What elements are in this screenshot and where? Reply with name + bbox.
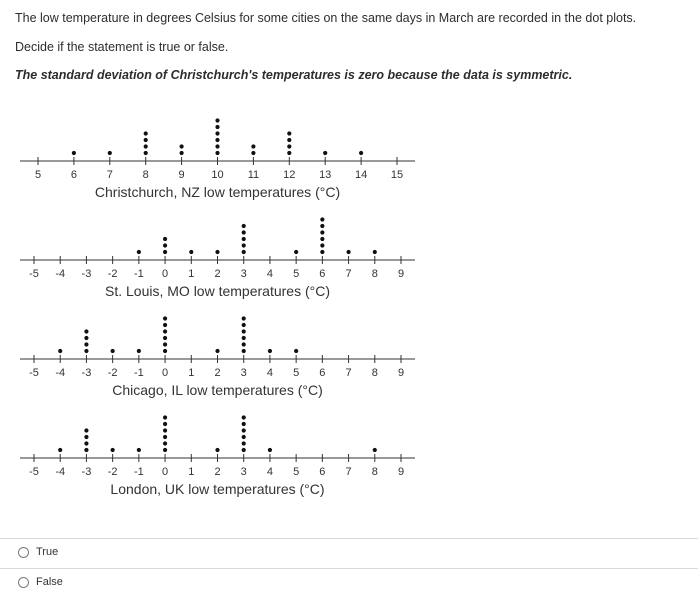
st-louis-tick-label: -4 (55, 268, 66, 280)
chicago-dot (268, 349, 272, 353)
st-louis-dot (242, 250, 246, 254)
christchurch-plot-title: Christchurch, NZ low temperatures (°C) (94, 184, 341, 200)
st-louis-dot (242, 230, 246, 234)
question-statement: The standard deviation of Christchurch's temperatures is zero because the data is symmetric. (15, 68, 573, 82)
radio-false[interactable] (18, 577, 29, 588)
christchurch-dot (215, 131, 219, 135)
st-louis-tick-label: -1 (133, 268, 144, 280)
london-plot-title: London, UK low temperatures (°C) (110, 481, 325, 497)
london-dot (84, 441, 88, 445)
st-louis-dot (373, 250, 377, 254)
london-dot (242, 441, 246, 445)
st-louis-dot (320, 250, 324, 254)
chicago-tick-label: 4 (266, 367, 273, 379)
st-louis-tick-label: -3 (81, 268, 92, 280)
chicago-dot (163, 316, 167, 320)
st-louis-dot (346, 250, 350, 254)
london-tick-label: 3 (240, 466, 247, 478)
london-dot (163, 428, 167, 432)
christchurch-dot (287, 138, 291, 142)
st-louis-dot (320, 217, 324, 221)
chicago-dot (137, 349, 141, 353)
chicago-tick-label: -5 (29, 367, 39, 379)
london-tick-label: -3 (81, 466, 92, 478)
christchurch-tick-label: 9 (178, 169, 185, 181)
christchurch-dot (144, 144, 148, 148)
christchurch-dot (215, 118, 219, 122)
st-louis-dot (294, 250, 298, 254)
christchurch-dot (72, 151, 76, 155)
christchurch-tick-label: 6 (70, 169, 77, 181)
choice-false-label: False (36, 576, 63, 588)
st-louis-tick-label: 8 (371, 268, 378, 280)
london-tick-label: 8 (371, 466, 378, 478)
st-louis-dot (320, 237, 324, 241)
london-tick-label: 0 (162, 466, 169, 478)
london-dot (163, 441, 167, 445)
st-louis-dot (320, 230, 324, 234)
christchurch-tick-label: 14 (354, 169, 368, 181)
christchurch-tick-label: 13 (319, 169, 332, 181)
christchurch-dot (144, 138, 148, 142)
st-louis-dot (242, 224, 246, 228)
choice-true-label: True (36, 546, 59, 558)
christchurch-dot (180, 151, 184, 155)
st-louis-plot-title: St. Louis, MO low temperatures (°C) (105, 283, 330, 299)
christchurch-tick-label: 12 (283, 169, 296, 181)
st-louis-tick-label: -5 (29, 268, 39, 280)
chicago-plot-title: Chicago, IL low temperatures (°C) (112, 382, 323, 398)
st-louis-tick-label: 7 (345, 268, 352, 280)
london-dot (163, 448, 167, 452)
choice-true[interactable] (18, 546, 58, 558)
christchurch-dot (359, 151, 363, 155)
london-tick-label: -1 (133, 466, 144, 478)
chicago-dot (163, 342, 167, 346)
st-louis-dot (320, 243, 324, 247)
choice-false[interactable] (18, 576, 63, 588)
chicago-dot (242, 342, 246, 346)
london-dot (84, 428, 88, 432)
london-dot (84, 448, 88, 452)
christchurch-dot (144, 151, 148, 155)
chicago-tick-label: 3 (240, 367, 247, 379)
christchurch-dot (251, 144, 255, 148)
chicago-dot (242, 329, 246, 333)
london-tick-label: -4 (55, 466, 66, 478)
chicago-tick-label: 1 (188, 367, 195, 379)
chicago-dot (84, 329, 88, 333)
chicago-tick-label: -2 (107, 367, 118, 379)
st-louis-tick-label: 4 (266, 268, 273, 280)
st-louis-tick-label: 6 (319, 268, 326, 280)
london-dot (242, 415, 246, 419)
london-dot (163, 435, 167, 439)
london-tick-label: 6 (319, 466, 326, 478)
christchurch-dot (287, 151, 291, 155)
chicago-tick-label: 7 (345, 367, 352, 379)
christchurch-dot (215, 151, 219, 155)
christchurch-dot (108, 151, 112, 155)
chicago-dot (242, 316, 246, 320)
christchurch-dot (287, 131, 291, 135)
st-louis-dot (137, 250, 141, 254)
london-tick-label: 7 (345, 466, 352, 478)
chicago-dot (111, 349, 115, 353)
christchurch-dot (180, 144, 184, 148)
london-tick-label: 4 (266, 466, 273, 478)
london-dot (215, 448, 219, 452)
chicago-dot (84, 342, 88, 346)
dot-plots-figure (0, 95, 698, 515)
chicago-dot (58, 349, 62, 353)
chicago-dot (163, 323, 167, 327)
london-dot (163, 415, 167, 419)
chicago-tick-label: 0 (162, 367, 169, 379)
question-text: The low temperature in degrees Celsius for some cities on the same days in March are recorded in the dot plots. (15, 11, 637, 25)
chicago-tick-label: -3 (81, 367, 92, 379)
london-dot (242, 435, 246, 439)
chicago-dot (163, 349, 167, 353)
chicago-tick-label: -1 (133, 367, 144, 379)
st-louis-tick-label: 1 (188, 268, 195, 280)
christchurch-dot (144, 131, 148, 135)
chicago-tick-label: -4 (55, 367, 66, 379)
chicago-tick-label: 6 (319, 367, 326, 379)
london-dot (268, 448, 272, 452)
london-tick-label: 5 (293, 466, 300, 478)
st-louis-dot (320, 224, 324, 228)
st-louis-dot (242, 243, 246, 247)
chicago-dot (84, 336, 88, 340)
chicago-tick-label: 2 (214, 367, 221, 379)
christchurch-tick-label: 15 (390, 169, 404, 181)
christchurch-tick-label: 10 (211, 169, 224, 181)
choice-divider (0, 568, 698, 569)
chicago-tick-label: 9 (397, 367, 405, 379)
st-louis-tick-label: 3 (240, 268, 247, 280)
christchurch-dot (287, 144, 291, 148)
st-louis-tick-label: 2 (214, 268, 221, 280)
chicago-dot (242, 323, 246, 327)
question-instruction: Decide if the statement is true or false. (15, 40, 229, 54)
london-dot (242, 422, 246, 426)
london-tick-label: -2 (107, 466, 118, 478)
london-dot (137, 448, 141, 452)
chicago-dot (215, 349, 219, 353)
london-dot (242, 428, 246, 432)
london-dot (163, 422, 167, 426)
st-louis-tick-label: 0 (162, 268, 169, 280)
christchurch-dot (323, 151, 327, 155)
st-louis-dot (163, 250, 167, 254)
christchurch-tick-label: 8 (142, 169, 149, 181)
christchurch-dot (251, 151, 255, 155)
st-louis-tick-label: 9 (397, 268, 405, 280)
christchurch-dot (215, 144, 219, 148)
christchurch-dot (215, 138, 219, 142)
christchurch-tick-label: 11 (247, 169, 260, 181)
st-louis-dot (215, 250, 219, 254)
london-dot (242, 448, 246, 452)
st-louis-tick-label: 5 (293, 268, 300, 280)
chicago-dot (242, 349, 246, 353)
london-dot (373, 448, 377, 452)
chicago-dot (84, 349, 88, 353)
choice-divider (0, 538, 698, 539)
london-tick-label: -5 (29, 466, 39, 478)
christchurch-dot (215, 125, 219, 129)
christchurch-tick-label: 5 (34, 169, 42, 181)
london-tick-label: 9 (397, 466, 405, 478)
christchurch-tick-label: 7 (106, 169, 113, 181)
st-louis-dot (163, 237, 167, 241)
chicago-dot (163, 336, 167, 340)
chicago-tick-label: 5 (293, 367, 300, 379)
st-louis-dot (163, 243, 167, 247)
st-louis-tick-label: -2 (107, 268, 118, 280)
london-tick-label: 2 (214, 466, 221, 478)
st-louis-dot (242, 237, 246, 241)
london-dot (58, 448, 62, 452)
london-dot (84, 435, 88, 439)
chicago-dot (294, 349, 298, 353)
london-dot (111, 448, 115, 452)
chicago-dot (242, 336, 246, 340)
radio-true[interactable] (18, 547, 29, 558)
chicago-tick-label: 8 (371, 367, 378, 379)
chicago-dot (163, 329, 167, 333)
st-louis-dot (189, 250, 193, 254)
london-tick-label: 1 (188, 466, 195, 478)
